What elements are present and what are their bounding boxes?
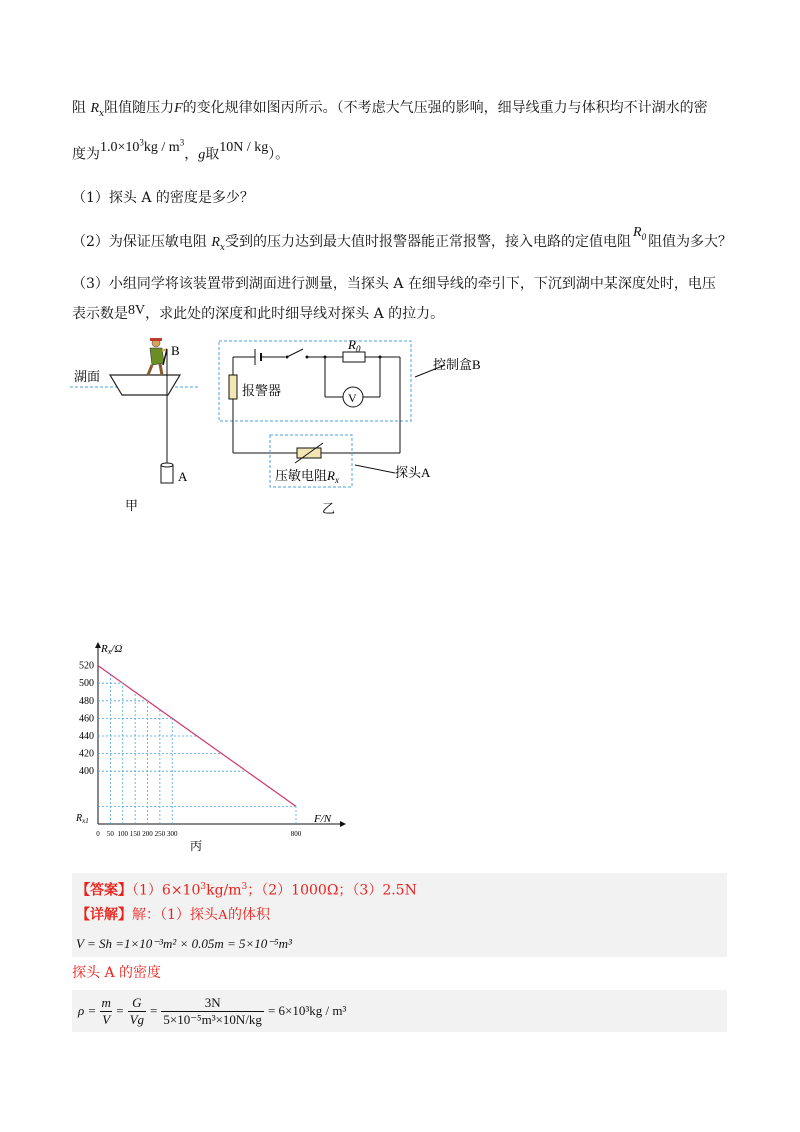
y-label-rx1: $R_{x1}$: [76, 813, 89, 825]
text: 表示数是: [72, 306, 128, 322]
control-box-outline: [219, 341, 411, 421]
figure-bing-chart: [70, 640, 350, 860]
figure-yi-circuit: [215, 335, 505, 520]
x-tick-label: 150: [129, 830, 141, 838]
text: 的变化规律如图丙所示。（不考虑大气压强的影响，细导线重力与体积均不计湖水的密: [182, 100, 708, 116]
rx-symbol: R: [211, 235, 220, 250]
problem-line-1: [72, 98, 708, 124]
question-3-line-1: （3）小组同学将该装置带到湖面进行测量，当探头 A 在细导线的牵引下，下沉到湖中某深度处时，电压: [72, 276, 716, 292]
answer-row: [72, 873, 727, 901]
y-tick-label: 460: [79, 713, 94, 725]
arrow-to-probe: [355, 465, 395, 473]
text: ）。: [268, 146, 290, 163]
x-tick-label: 50: [106, 830, 114, 838]
switch-icon: [287, 349, 303, 357]
answer-text: 【答案】$(1)6\times 10^3kg/m^3$；（2）1000Ω；（3）2.5N: [76, 882, 417, 899]
question-1: （1）探头 A 的密度是多少？: [72, 190, 254, 206]
label-r0: $R_0$: [348, 337, 361, 354]
x-tick-label: 800: [290, 830, 302, 838]
formula-2-row: [72, 990, 727, 1032]
text: ，求此处的深度和此时细导线对探头 A 的拉力。: [145, 306, 445, 322]
question-2: [72, 225, 733, 258]
g-symbol: g: [198, 147, 206, 163]
x-tick-label: 200: [142, 830, 153, 838]
label-lake: 湖面: [74, 369, 101, 384]
rx-subscript: x: [99, 108, 105, 119]
y-tick-label: 520: [79, 660, 94, 672]
label-v: V: [348, 391, 357, 405]
caption-yi: 乙: [322, 501, 336, 516]
voltage-value: 8V: [128, 303, 146, 318]
text: 度为: [72, 146, 100, 163]
text: （2）为保证压敏电阻: [72, 234, 212, 250]
label-probe: 探头A: [395, 465, 431, 480]
y-tick-label: 440: [79, 731, 94, 742]
problem-line-2: [72, 137, 290, 166]
g-value: 10N / kg: [219, 139, 269, 155]
formula-volume: V = Sh =1×10⁻³m² × 0.05m = 5×10⁻⁵m³: [76, 936, 292, 951]
density-heading: 探头 A 的密度: [72, 965, 162, 981]
label-sensor: 压敏电阻$R_x$: [275, 468, 339, 485]
x-tick-label: 250: [154, 830, 166, 838]
probe-a-icon: [161, 463, 173, 483]
y-tick-label: 500: [79, 678, 94, 690]
detail-text: 【详解】解：（1）探头A的体积: [76, 907, 271, 923]
y-tick-label: 480: [79, 695, 94, 707]
text: 阻值为多大？: [648, 234, 733, 250]
formula-1-row: [72, 929, 727, 957]
x-tick-label: 300: [167, 830, 178, 838]
text: 阻值随压力: [104, 100, 175, 116]
label-alarm: 报警器: [242, 383, 282, 398]
figure-jia: [70, 335, 210, 520]
text: 阻: [72, 100, 91, 116]
rx-subscript: x: [219, 242, 225, 253]
x-axis-label: F/N: [314, 813, 332, 825]
formula-density: ρ = $\frac{m}{V}$ = $\frac{G}{Vg}$ = $\frac{3N}{\text{5×10⁻⁵m³×10N/kg}}$ = 6×10³kg / m³: [78, 994, 347, 1027]
alarm-icon: [229, 375, 237, 399]
text: ，: [184, 146, 199, 163]
boat-icon: [110, 375, 180, 395]
label-b: B: [171, 343, 180, 358]
caption-bing: 丙: [190, 839, 203, 853]
detail-row: [72, 901, 727, 929]
caption-jia: 甲: [125, 498, 139, 513]
y-tick-label: 400: [79, 766, 94, 778]
r0-symbol: $R_0$: [633, 225, 647, 242]
density-value: $1.0\times 10^3kg / m^3$: [100, 137, 185, 155]
rx-symbol: R: [90, 101, 100, 116]
text: 受到的压力达到最大值时报警器能正常报警，接入电路的定值电阻: [225, 234, 631, 250]
y-axis-label: Rx/Ω: [101, 643, 123, 656]
x-tick-label: 100: [117, 830, 128, 838]
f-symbol: F: [174, 101, 183, 116]
question-3-line-2: [72, 304, 444, 325]
y-tick-label: 420: [79, 748, 94, 760]
person-icon: [148, 338, 167, 375]
x-tick-label: 0: [96, 830, 100, 838]
label-a: A: [178, 469, 188, 484]
text: 取: [205, 146, 220, 163]
r0-resistor: [343, 352, 365, 362]
label-control-box: 控制盒B: [433, 357, 481, 372]
